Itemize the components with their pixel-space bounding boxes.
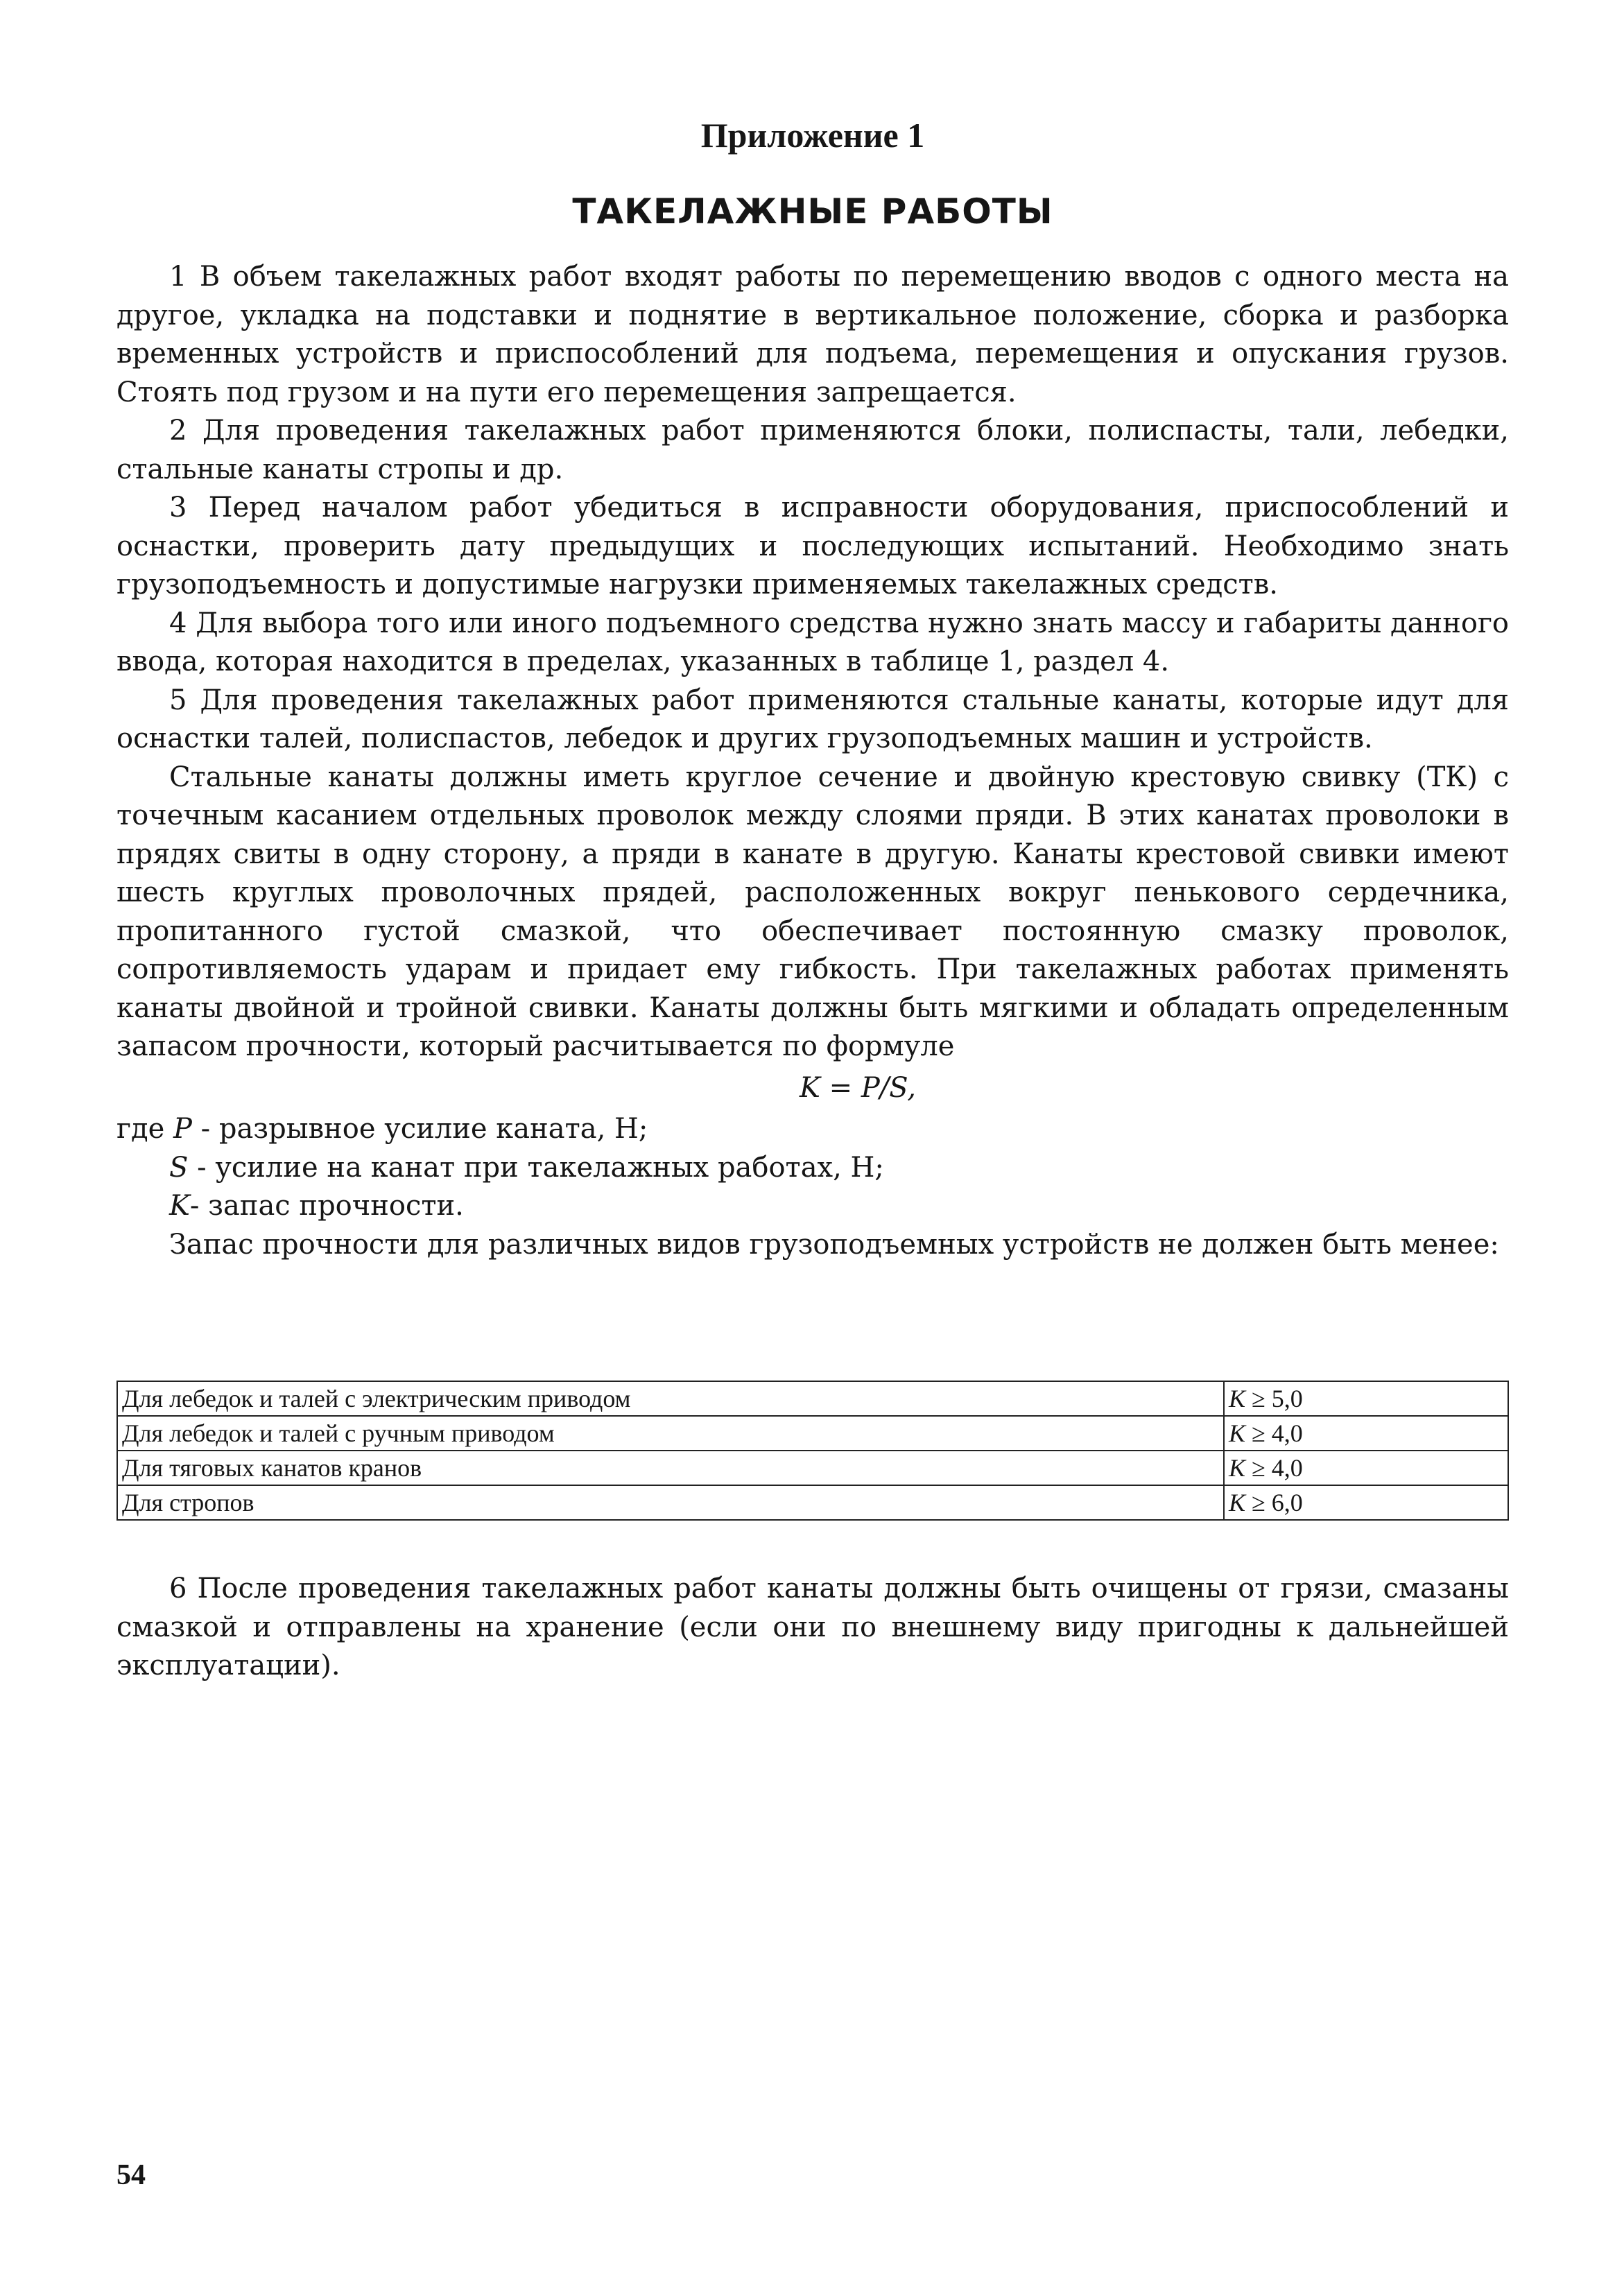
- table-k-value: ≥ 6,0: [1245, 1489, 1303, 1516]
- definition-k: [116, 1187, 1509, 1226]
- page-number: 54: [116, 2159, 146, 2191]
- table-row: [117, 1485, 1508, 1520]
- safety-factor-formula: K = P/S,: [800, 1071, 916, 1104]
- closing-section: [116, 1570, 1509, 1686]
- table-k-var: K: [1229, 1454, 1246, 1482]
- table-cell-label: Для стропов: [117, 1485, 1224, 1520]
- table-k-value: ≥ 5,0: [1245, 1385, 1303, 1412]
- variable-p: P: [173, 1113, 192, 1145]
- definition-p: [116, 1110, 1509, 1149]
- table-row: [117, 1451, 1508, 1485]
- paragraph-4: 4 Для выбора того или иного подъемного средства нужно знать массу и габариты данного ввода, которая находится в пределах, указанных в таблице 1, раздел 4.: [116, 607, 1509, 677]
- paragraph-2: 2 Для проведения такелажных работ применяются блоки, полиспасты, тали, лебедки, стальные канаты стропы и др.: [116, 415, 1509, 485]
- table-k-var: K: [1229, 1489, 1246, 1516]
- table-row: [117, 1416, 1508, 1451]
- table-cell-label: Для лебедок и талей с ручным приводом: [117, 1416, 1224, 1451]
- paragraph-5: 5 Для проведения такелажных работ применяются стальные канаты, которые идут для оснастки талей, полиспастов, лебедок и других грузоподъемных машин и устройств.: [116, 684, 1509, 754]
- table-cell-value: [1224, 1451, 1508, 1485]
- paragraph-7: Запас прочности для различных видов грузоподъемных устройств не должен быть менее:: [169, 1228, 1499, 1261]
- table-cell-value: [1224, 1416, 1508, 1451]
- definition-s-text: - усилие на канат при такелажных работах, Н;: [188, 1151, 884, 1184]
- table-k-var: K: [1229, 1385, 1246, 1412]
- definition-p-text: - разрывное усилие каната, Н;: [191, 1113, 648, 1145]
- variable-s: S: [169, 1151, 189, 1184]
- safety-factor-table: [116, 1381, 1509, 1521]
- appendix-label: Приложение 1: [700, 116, 925, 155]
- table-cell-value: [1224, 1485, 1508, 1520]
- table-k-var: K: [1229, 1419, 1246, 1447]
- document-body: [116, 258, 1509, 1264]
- paragraph-3: 3 Перед началом работ убедиться в исправности оборудования, приспособлений и оснастки, проверить дату предыдущих и последующих испытаний. Необходимо знать грузоподъемность и допустимые нагрузки применяемых такелажных средств.: [116, 492, 1509, 600]
- table-k-value: ≥ 4,0: [1245, 1454, 1303, 1482]
- section-title: ТАКЕЛАЖНЫЕ РАБОТЫ: [572, 191, 1053, 232]
- table-cell-value: [1224, 1381, 1508, 1416]
- definition-s: [116, 1149, 1509, 1188]
- paragraph-1: 1 В объем такелажных работ входят работы по перемещению вводов с одного места на другое, укладка на подставки и поднятие в вертикальное положение, сборка и разборка временных устройств и приспособлений для подъема, перемещения и опускания грузов. Стоять под грузом и на пути его перемещения запрещается.: [116, 261, 1509, 408]
- table-cell-label: Для лебедок и талей с электрическим приводом: [117, 1381, 1224, 1416]
- definition-prefix: где: [116, 1113, 173, 1145]
- definition-k-text: - запас прочности.: [189, 1190, 464, 1222]
- paragraph-6-storage: 6 После проведения такелажных работ канаты должны быть очищены от грязи, смазаны смазкой и отправлены на хранение (если они по внешнему виду пригодны к дальнейшей эксплуатации).: [116, 1573, 1509, 1681]
- paragraph-rope-description: Стальные канаты должны иметь круглое сечение и двойную крестовую свивку (ТК) с точечным касанием отдельных проволок между слоями пряди. В этих канатах проволоки в прядях свиты в одну сторону, а пряди в канате в другую. Канаты крестовой свивки имеют шесть круглых проволочных прядей, расположенных вокруг пенькового сердечника, пропитанного густой смазкой, что обеспечивает постоянную смазку проволок, сопротивляемость ударам и придает ему гибкость. При такелажных работах применять канаты двойной и тройной свивки. Канаты должны быть мягкими и обладать определенным запасом прочности, который расчитывается по формуле: [116, 761, 1509, 1062]
- variable-k: K: [169, 1190, 190, 1222]
- table-k-value: ≥ 4,0: [1245, 1419, 1303, 1447]
- table-row: [117, 1381, 1508, 1416]
- table-cell-label: Для тяговых канатов кранов: [117, 1451, 1224, 1485]
